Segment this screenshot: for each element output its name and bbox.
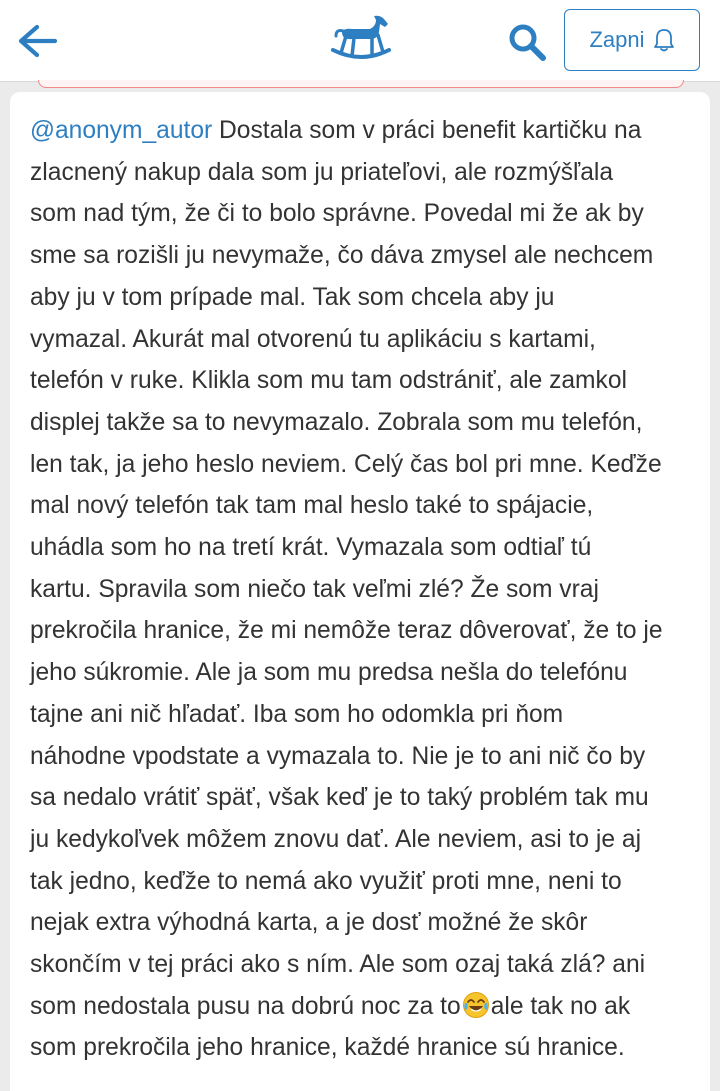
post-line: kartu. Spravila som niečo tak veľmi zlé? Že som vraj	[30, 575, 599, 603]
post-card	[10, 92, 710, 1091]
author-mention-link[interactable]: @anonym_autor	[30, 117, 213, 144]
post-line: sme sa rozišli ju nevymaže, čo dáva zmysel ale nechcem	[30, 242, 654, 270]
post-line-text: Dostala som v práci benefit kartičku na	[212, 117, 642, 144]
post-line: tajne ani nič hľadať. Iba som ho odomkla pri ňom	[30, 700, 564, 728]
post-line: skončím v tej práci ako s ním. Ale som ozaj taká zlá? ani	[30, 951, 646, 979]
post-line: tak jedno, keďže to nemá ako využiť proti mne, neni to	[30, 867, 622, 895]
post-line: som nad tým, že či to bolo správne. Povedal mi že ak by	[30, 200, 644, 228]
post-line: zlacnený nakup dala som ju priateľovi, ale rozmýšľala	[30, 158, 614, 186]
post-line: som prekročila jeho hranice, každé hranice sú hranice.	[30, 1034, 625, 1062]
search-button[interactable]	[502, 18, 552, 66]
face-with-tears-of-joy-emoji	[462, 991, 490, 1019]
post-line: jeho súkromie. Ale ja som mu predsa nešla do telefónu	[30, 659, 628, 687]
rocking-horse-icon	[330, 12, 392, 64]
post-line: náhodne vpodstate a vymazala to. Nie je to ani nič čo by	[30, 742, 646, 770]
post-line: ju kedykoľvek môžem znovu dať. Ale neviem, asi to je aj	[30, 825, 642, 853]
notify-button-label: Zapni	[589, 27, 645, 52]
bell-icon	[653, 28, 675, 52]
post-line	[30, 986, 700, 1028]
post-line: telefón v ruke. Klikla som mu tam odstrániť, ale zamkol	[30, 367, 627, 395]
back-button[interactable]	[14, 18, 60, 64]
post-line: prekročila hranice, že mi nemôže teraz dôverovať, že to je	[30, 617, 663, 645]
post-line: len tak, ja jeho heslo neviem. Celý čas bol pri mne. Keďže	[30, 450, 662, 478]
post-line: aby ju v tom prípade mal. Tak som chcela aby ju	[30, 283, 555, 311]
post-line: vymazal. Akurát mal otvorenú tu aplikáciu s kartami,	[30, 325, 596, 353]
post-line: uhádla som ho na tretí krát. Vymazala som odtiaľ tú	[30, 534, 592, 562]
post-line: nejak extra výhodná karta, a je dosť možné že skôr	[30, 909, 588, 937]
alert-banner-edge	[38, 80, 684, 88]
search-icon	[507, 22, 547, 62]
post-body	[30, 110, 700, 1069]
rocking-horse-logo[interactable]	[330, 12, 392, 64]
arrow-left-icon	[17, 24, 57, 58]
notify-button[interactable]	[564, 9, 700, 71]
post-line: mal nový telefón tak tam mal heslo také to spájacie,	[30, 492, 594, 520]
post-line	[30, 110, 700, 152]
post-line-text: ale tak no ak	[490, 992, 631, 1020]
post-line: displej takže sa to nevymazalo. Zobrala som mu telefón,	[30, 408, 643, 436]
post-line-text: som nedostala pusu na dobrú noc za to	[30, 992, 461, 1020]
top-navigation-bar	[0, 0, 720, 82]
post-line: sa nedalo vrátiť späť, však keď je to taký problém tak mu	[30, 784, 649, 812]
